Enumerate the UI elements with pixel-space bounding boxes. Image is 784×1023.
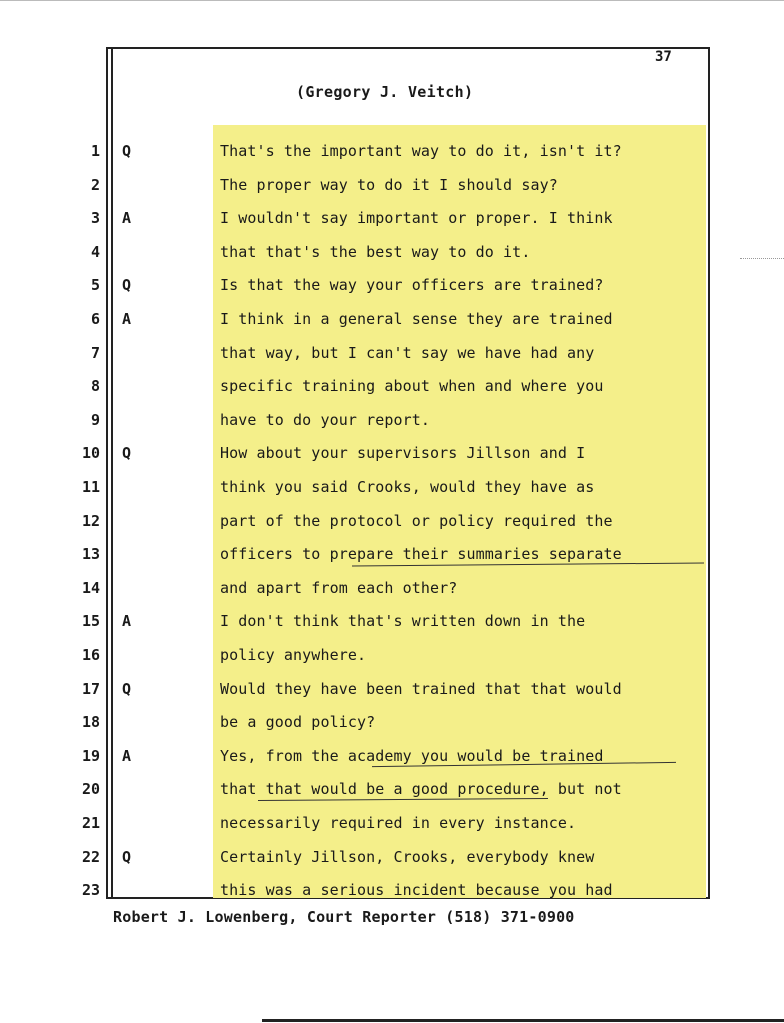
line-number: 6 (90, 310, 100, 328)
line-number: 5 (90, 276, 100, 294)
line-number: 20 (81, 780, 100, 798)
testimony-line: I don't think that's written down in the (220, 612, 586, 630)
line-number: 17 (81, 680, 100, 698)
speaker-label: Q (122, 276, 132, 294)
testimony-line: Yes, from the academy you would be trained (220, 747, 604, 765)
speaker-label: A (122, 612, 132, 630)
line-number: 13 (81, 545, 100, 563)
line-number: 7 (90, 344, 100, 362)
line-number: 11 (81, 478, 100, 496)
page-header: (Gregory J. Veitch) (296, 83, 474, 101)
line-number: 8 (90, 377, 100, 395)
testimony-line: that that would be a good procedure, but not (220, 780, 622, 798)
line-number: 3 (90, 209, 100, 227)
testimony-line: Would they have been trained that that would (220, 680, 622, 698)
scan-edge-bottom (262, 1019, 784, 1022)
scan-artifact (740, 258, 784, 260)
line-number: 18 (81, 713, 100, 731)
speaker-label: Q (122, 444, 132, 462)
line-number: 21 (81, 814, 100, 832)
line-number: 14 (81, 579, 100, 597)
page-number: 37 (655, 49, 672, 65)
testimony-line: have to do your report. (220, 411, 431, 429)
line-number: 4 (90, 243, 100, 261)
testimony-line: think you said Crooks, would they have as (220, 478, 595, 496)
testimony-line: I wouldn't say important or proper. I think (220, 209, 613, 227)
testimony-line: Certainly Jillson, Crooks, everybody knew (220, 848, 595, 866)
testimony-line: this was a serious incident because you had (220, 881, 613, 899)
line-number: 22 (81, 848, 100, 866)
testimony-line: specific training about when and where you (220, 377, 604, 395)
testimony-line: necessarily required in every instance. (220, 814, 577, 832)
testimony-line: The proper way to do it I should say? (220, 176, 558, 194)
line-number: 2 (90, 176, 100, 194)
testimony-line: How about your supervisors Jillson and I (220, 444, 586, 462)
line-number: 10 (81, 444, 100, 462)
speaker-label: Q (122, 142, 132, 160)
line-number: 1 (90, 142, 100, 160)
testimony-line: part of the protocol or policy required the (220, 512, 613, 530)
page-margin-rule-inner (111, 47, 113, 899)
testimony-line: that that's the best way to do it. (220, 243, 531, 261)
testimony-line: Is that the way your officers are trained? (220, 276, 604, 294)
speaker-label: A (122, 209, 132, 227)
line-number: 15 (81, 612, 100, 630)
speaker-label: A (122, 747, 132, 765)
line-number: 23 (81, 881, 100, 899)
testimony-line: officers to prepare their summaries separate (220, 545, 622, 563)
line-number: 12 (81, 512, 100, 530)
testimony-line: That's the important way to do it, isn't it? (220, 142, 622, 160)
testimony-line: and apart from each other? (220, 579, 458, 597)
page-footer: Robert J. Lowenberg, Court Reporter (518) 371-0900 (113, 908, 575, 926)
testimony-line: that way, but I can't say we have had any (220, 344, 595, 362)
page-margin-rule-outer (106, 47, 108, 899)
testimony-line: policy anywhere. (220, 646, 367, 664)
speaker-label: Q (122, 848, 132, 866)
testimony-line: be a good policy? (220, 713, 376, 731)
scan-edge-top (0, 0, 784, 1)
testimony-line: I think in a general sense they are trained (220, 310, 613, 328)
line-number: 9 (90, 411, 100, 429)
speaker-label: Q (122, 680, 132, 698)
line-number: 16 (81, 646, 100, 664)
speaker-label: A (122, 310, 132, 328)
line-number: 19 (81, 747, 100, 765)
